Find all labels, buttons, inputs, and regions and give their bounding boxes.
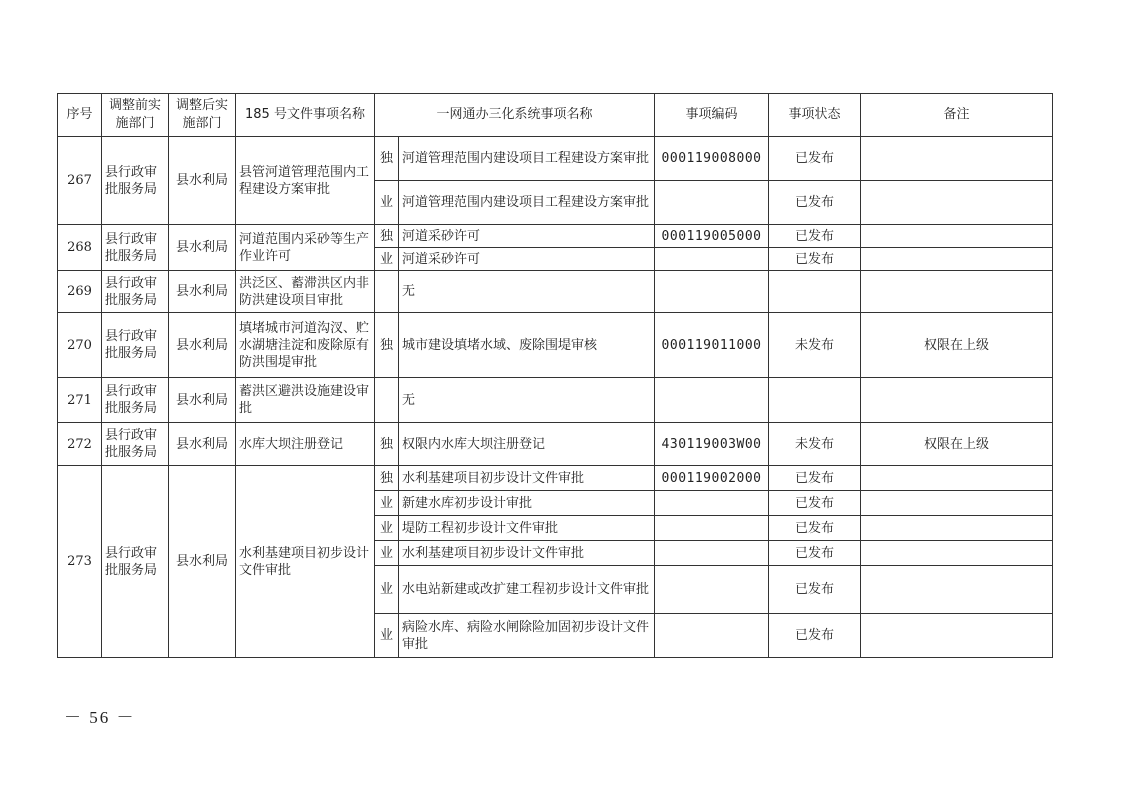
row-dept-after: 县水利局 bbox=[169, 378, 236, 423]
row-status: 已发布 bbox=[769, 614, 861, 658]
row-system-name: 河道采砂许可 bbox=[399, 225, 655, 248]
row-seq: 273 bbox=[58, 466, 102, 658]
row-type: 独 bbox=[375, 313, 399, 378]
row-system-name: 河道管理范围内建设项目工程建设方案审批 bbox=[399, 181, 655, 225]
approval-items-table bbox=[57, 93, 1053, 658]
row-code: 000119002000 bbox=[655, 466, 769, 491]
table-row bbox=[58, 137, 1053, 181]
row-dept-before: 县行政审批服务局 bbox=[102, 466, 169, 658]
row-status: 已发布 bbox=[769, 541, 861, 566]
header-remark: 备注 bbox=[861, 94, 1053, 137]
row-seq: 268 bbox=[58, 225, 102, 271]
row-dept-before: 县行政审批服务局 bbox=[102, 313, 169, 378]
row-code: 430119003W00 bbox=[655, 423, 769, 466]
table-row bbox=[58, 423, 1053, 466]
row-type: 业 bbox=[375, 541, 399, 566]
header-dept-after: 调整后实施部门 bbox=[169, 94, 236, 137]
header-code: 事项编码 bbox=[655, 94, 769, 137]
row-type: 独 bbox=[375, 137, 399, 181]
row-status: 已发布 bbox=[769, 516, 861, 541]
row-type: 独 bbox=[375, 225, 399, 248]
page-number: － 56 － bbox=[64, 708, 136, 727]
row-system-name: 水利基建项目初步设计文件审批 bbox=[399, 541, 655, 566]
row-doc185-name: 水利基建项目初步设计文件审批 bbox=[236, 466, 375, 658]
row-code: 000119011000 bbox=[655, 313, 769, 378]
row-status bbox=[769, 271, 861, 313]
row-code bbox=[655, 181, 769, 225]
row-seq: 272 bbox=[58, 423, 102, 466]
table-row bbox=[58, 313, 1053, 378]
row-dept-after: 县水利局 bbox=[169, 137, 236, 225]
table-row bbox=[58, 378, 1053, 423]
row-status: 已发布 bbox=[769, 181, 861, 225]
row-code bbox=[655, 491, 769, 516]
row-seq: 270 bbox=[58, 313, 102, 378]
row-remark bbox=[861, 378, 1053, 423]
header-system-name: 一网通办三化系统事项名称 bbox=[375, 94, 655, 137]
row-remark bbox=[861, 181, 1053, 225]
row-type: 业 bbox=[375, 614, 399, 658]
row-seq: 269 bbox=[58, 271, 102, 313]
row-system-name: 堤防工程初步设计文件审批 bbox=[399, 516, 655, 541]
row-remark bbox=[861, 516, 1053, 541]
row-type bbox=[375, 378, 399, 423]
row-system-name: 城市建设填堵水域、废除围堤审核 bbox=[399, 313, 655, 378]
row-status: 已发布 bbox=[769, 137, 861, 181]
row-remark: 权限在上级 bbox=[861, 313, 1053, 378]
table-row bbox=[58, 466, 1053, 491]
row-dept-before: 县行政审批服务局 bbox=[102, 378, 169, 423]
row-doc185-name: 河道范围内采砂等生产作业许可 bbox=[236, 225, 375, 271]
row-doc185-name: 洪泛区、蓄滞洪区内非防洪建设项目审批 bbox=[236, 271, 375, 313]
row-type bbox=[375, 271, 399, 313]
row-remark: 权限在上级 bbox=[861, 423, 1053, 466]
row-status: 已发布 bbox=[769, 491, 861, 516]
row-remark bbox=[861, 466, 1053, 491]
row-status: 已发布 bbox=[769, 466, 861, 491]
row-remark bbox=[861, 614, 1053, 658]
row-type: 业 bbox=[375, 248, 399, 271]
row-remark bbox=[861, 248, 1053, 271]
table-header bbox=[58, 94, 1053, 137]
header-seq: 序号 bbox=[58, 94, 102, 137]
row-code bbox=[655, 541, 769, 566]
row-system-name: 病险水库、病险水闸除险加固初步设计文件审批 bbox=[399, 614, 655, 658]
row-status: 已发布 bbox=[769, 566, 861, 614]
row-type: 业 bbox=[375, 491, 399, 516]
row-type: 业 bbox=[375, 516, 399, 541]
row-doc185-name: 县管河道管理范围内工程建设方案审批 bbox=[236, 137, 375, 225]
row-type: 业 bbox=[375, 181, 399, 225]
row-system-name: 无 bbox=[399, 271, 655, 313]
row-system-name: 无 bbox=[399, 378, 655, 423]
row-code bbox=[655, 614, 769, 658]
row-status: 已发布 bbox=[769, 225, 861, 248]
row-dept-after: 县水利局 bbox=[169, 271, 236, 313]
row-type: 业 bbox=[375, 566, 399, 614]
row-code bbox=[655, 271, 769, 313]
row-type: 独 bbox=[375, 466, 399, 491]
row-system-name: 水电站新建或改扩建工程初步设计文件审批 bbox=[399, 566, 655, 614]
row-code bbox=[655, 378, 769, 423]
table-row bbox=[58, 271, 1053, 313]
header-status: 事项状态 bbox=[769, 94, 861, 137]
row-system-name: 河道采砂许可 bbox=[399, 248, 655, 271]
row-code bbox=[655, 516, 769, 541]
row-seq: 267 bbox=[58, 137, 102, 225]
row-remark bbox=[861, 271, 1053, 313]
row-remark bbox=[861, 491, 1053, 516]
header-doc185: 185 号文件事项名称 bbox=[236, 94, 375, 137]
row-system-name: 权限内水库大坝注册登记 bbox=[399, 423, 655, 466]
row-status: 已发布 bbox=[769, 248, 861, 271]
row-system-name: 新建水库初步设计审批 bbox=[399, 491, 655, 516]
row-status bbox=[769, 378, 861, 423]
row-system-name: 河道管理范围内建设项目工程建设方案审批 bbox=[399, 137, 655, 181]
row-dept-before: 县行政审批服务局 bbox=[102, 423, 169, 466]
row-code bbox=[655, 248, 769, 271]
row-dept-before: 县行政审批服务局 bbox=[102, 271, 169, 313]
row-status: 未发布 bbox=[769, 423, 861, 466]
row-code bbox=[655, 566, 769, 614]
row-dept-after: 县水利局 bbox=[169, 313, 236, 378]
row-doc185-name: 水库大坝注册登记 bbox=[236, 423, 375, 466]
row-dept-before: 县行政审批服务局 bbox=[102, 137, 169, 225]
table-row bbox=[58, 225, 1053, 248]
row-remark bbox=[861, 137, 1053, 181]
table-body bbox=[58, 137, 1053, 658]
row-code: 000119008000 bbox=[655, 137, 769, 181]
row-remark bbox=[861, 541, 1053, 566]
row-doc185-name: 填堵城市河道沟汊、贮水湖塘洼淀和废除原有防洪围堤审批 bbox=[236, 313, 375, 378]
row-seq: 271 bbox=[58, 378, 102, 423]
row-remark bbox=[861, 225, 1053, 248]
row-remark bbox=[861, 566, 1053, 614]
row-dept-after: 县水利局 bbox=[169, 225, 236, 271]
row-doc185-name: 蓄洪区避洪设施建设审批 bbox=[236, 378, 375, 423]
header-dept-before: 调整前实施部门 bbox=[102, 94, 169, 137]
row-dept-after: 县水利局 bbox=[169, 423, 236, 466]
row-system-name: 水利基建项目初步设计文件审批 bbox=[399, 466, 655, 491]
row-code: 000119005000 bbox=[655, 225, 769, 248]
row-dept-after: 县水利局 bbox=[169, 466, 236, 658]
row-dept-before: 县行政审批服务局 bbox=[102, 225, 169, 271]
row-type: 独 bbox=[375, 423, 399, 466]
row-status: 未发布 bbox=[769, 313, 861, 378]
